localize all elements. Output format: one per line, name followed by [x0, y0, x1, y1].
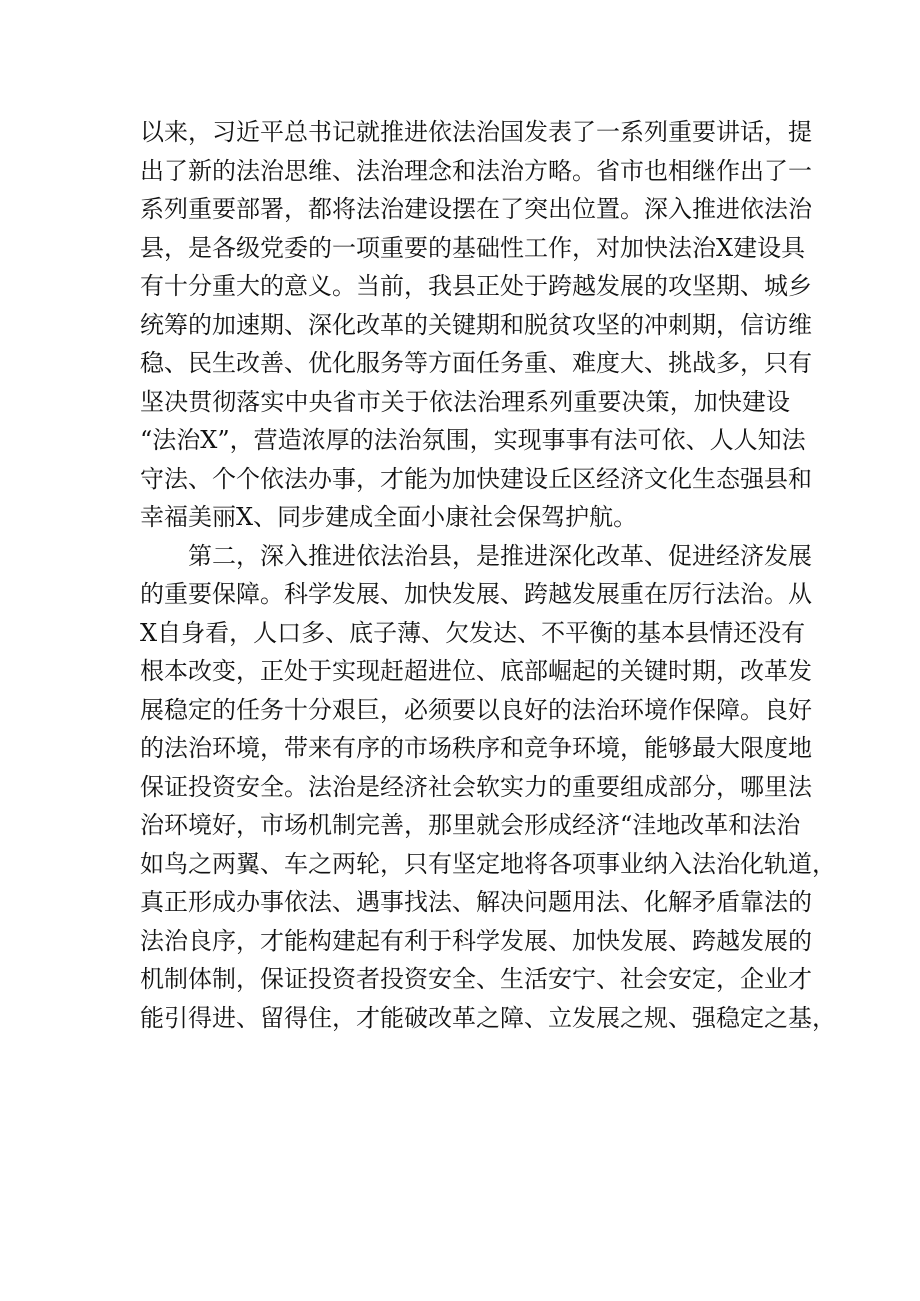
text-line: 保证投资安全。法治是经济社会软实力的重要组成部分，哪里法 — [140, 772, 812, 801]
text-line: 真正形成办事依法、遇事找法、解决问题用法、化解矛盾靠法的 — [140, 888, 812, 916]
text-line: 机制体制，保证投资者投资安全、生活安宁、社会安定，企业才 — [140, 965, 812, 993]
text-line: 出了新的法治思维、法治理念和法治方略。省市也相继作出了一 — [140, 156, 812, 185]
text-line: 县，是各级党委的一项重要的基础性工作，对加快法治X建设具 — [140, 233, 806, 262]
text-line: 法治良序，才能构建起有利于科学发展、加快发展、跨越发展的 — [140, 926, 812, 955]
document-body-text — [140, 113, 836, 1037]
text-line: 治环境好，市场机制完善，那里就会形成经济“洼地改革和法治 — [140, 811, 801, 839]
text-line: 展稳定的任务十分艰巨，必须要以良好的法治环境作保障。良好 — [140, 695, 812, 724]
text-line: 能引得进、留得住，才能破改革之障、立发展之规、强稳定之基， — [140, 1003, 836, 1032]
text-line: 的重要保障。科学发展、加快发展、跨越发展重在厉行法治。从 — [140, 580, 812, 608]
text-line: “法治X”，营造浓厚的法治氛围，实现事事有法可依、人人知法 — [140, 426, 806, 454]
text-line: 坚决贯彻落实中央省市关于依法治理系列重要决策，加快建设 — [140, 387, 790, 416]
text-line: 以来，习近平总书记就推进依法治国发表了一系列重要讲话，提 — [140, 118, 812, 146]
text-line: X自身看，人口多、底子薄、欠发达、不平衡的基本县情还没有 — [140, 618, 806, 647]
text-line: 根本改变，正处于实现赶超进位、底部崛起的关键时期，改革发 — [140, 657, 812, 685]
text-line: 守法、个个依法办事，才能为加快建设丘区经济文化生态强县和 — [140, 464, 812, 493]
text-line: 稳、民生改善、优化服务等方面任务重、难度大、挑战多，只有 — [140, 349, 812, 377]
text-line: 如鸟之两翼、车之两轮，只有坚定地将各项事业纳入法治化轨道， — [140, 849, 836, 878]
text-line: 有十分重大的意义。当前，我县正处于跨越发展的攻坚期、城乡 — [140, 272, 812, 300]
text-line: 统筹的加速期、深化改革的关键期和脱贫攻坚的冲刺期，信访维 — [140, 310, 812, 339]
text-line-paragraph-end: 幸福美丽X、同步建成全面小康社会保驾护航。 — [140, 503, 638, 531]
text-line-paragraph-start: 第二，深入推进依法治县，是推进深化改革、促进经济发展 — [188, 541, 812, 570]
text-line: 系列重要部署，都将法治建设摆在了突出位置。深入推进依法治 — [140, 195, 812, 223]
text-line: 的法治环境，带来有序的市场秩序和竞争环境，能够最大限度地 — [140, 734, 812, 762]
